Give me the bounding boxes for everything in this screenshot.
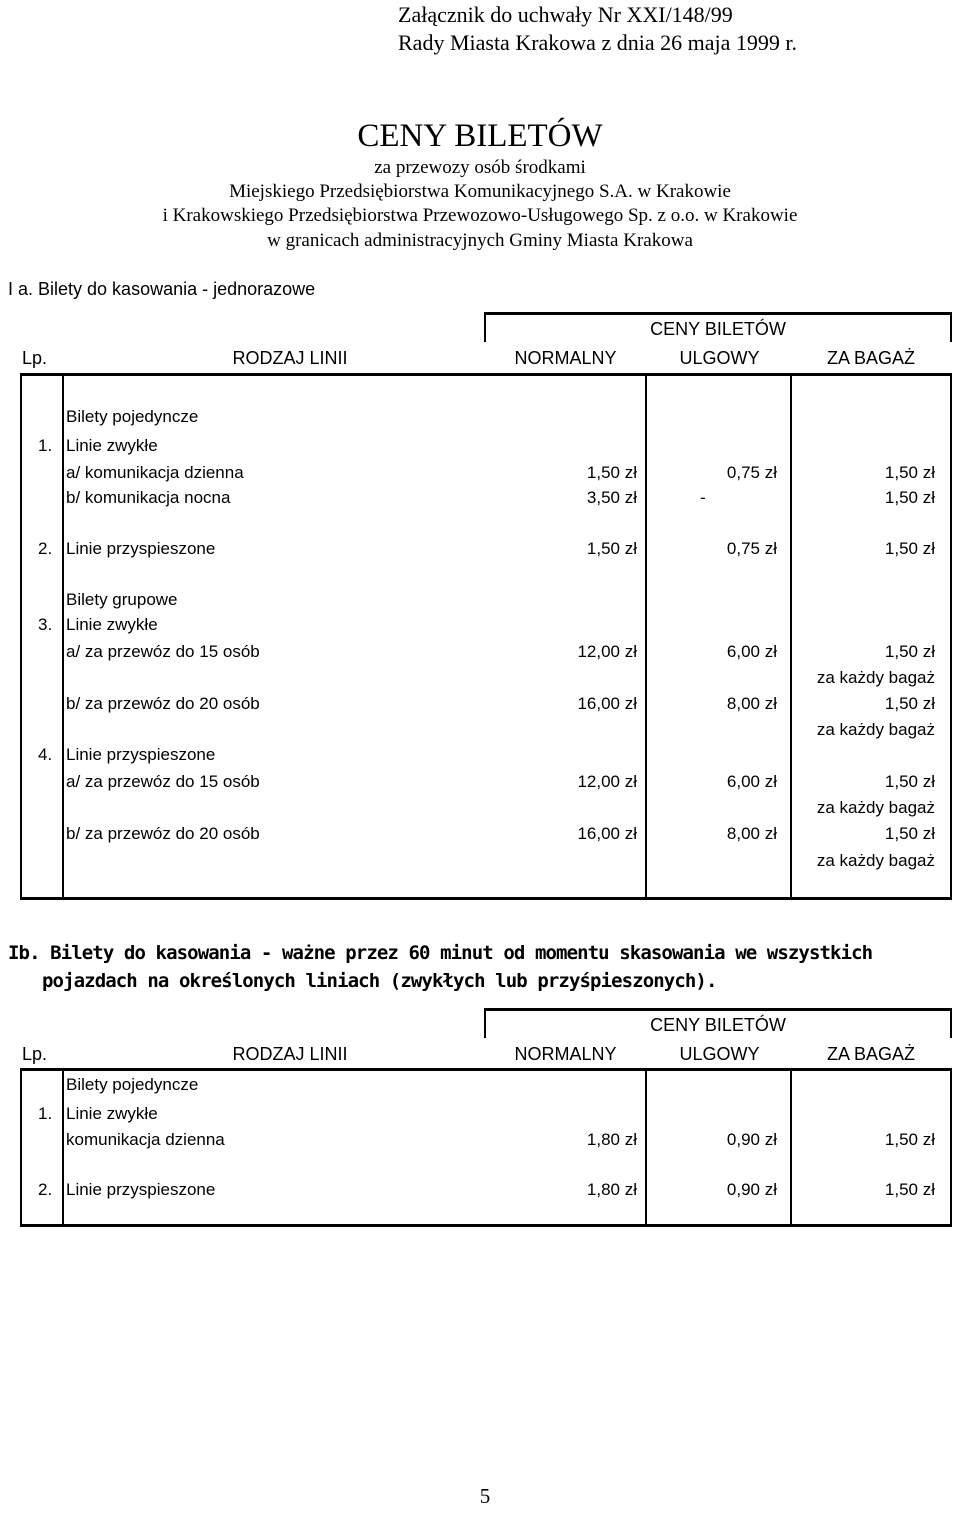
price-normalny: 16,00 zł — [577, 694, 637, 713]
header-ceny-biletow: CENY BILETÓW — [650, 319, 786, 339]
price-ulgowy: 0,75 zł — [726, 539, 777, 558]
header-za-bagaz: ZA BAGAŻ — [826, 348, 916, 368]
subtitle-line-3: i Krakowskiego Przedsiębiorstwa Przewozowo-Usługowego Sp. z o.o. w Krakowie — [162, 205, 798, 226]
header-rodzaj-linii: RODZAJ LINII — [232, 348, 348, 368]
section-b-title-line-2: pojazdach na określonych liniach (zwykłych lub przyśpieszonych). — [42, 970, 717, 992]
group-label: Bilety grupowe — [66, 590, 178, 609]
price-bagaz: 1,50 zł — [884, 463, 935, 482]
price-bagaz: 1,50 zł — [884, 824, 935, 843]
price-normalny: 1,80 zł — [586, 1130, 637, 1149]
price-bagaz: 1,50 zł — [884, 1130, 935, 1149]
subtitle-line-2: Miejskiego Przedsiębiorstwa Komunikacyjnego S.A. w Krakowie — [229, 181, 731, 202]
attachment-line-1: Załącznik do uchwały Nr XXI/148/99 — [398, 2, 733, 27]
line-type-label: Linie zwykłe — [66, 436, 158, 455]
row-number: 2. — [38, 1180, 53, 1199]
price-ulgowy: 0,90 zł — [726, 1180, 777, 1199]
price-normalny: 1,50 zł — [586, 463, 637, 482]
price-ulgowy: 8,00 zł — [726, 824, 777, 843]
row-label: a/ za przewóz do 15 osób — [66, 642, 260, 661]
header-rodzaj-linii: RODZAJ LINII — [232, 1044, 348, 1064]
header-ceny-biletow: CENY BILETÓW — [650, 1015, 786, 1035]
row-number: 2. — [38, 539, 53, 558]
document-title: CENY BILETÓW — [357, 118, 603, 154]
price-normalny: 12,00 zł — [577, 642, 637, 661]
price-bagaz: 1,50 zł — [884, 642, 935, 661]
row-label: a/ za przewóz do 15 osób — [66, 772, 260, 791]
row-label: b/ za przewóz do 20 osób — [66, 824, 260, 843]
row-label: a/ komunikacja dzienna — [66, 463, 244, 482]
attachment-line-2: Rady Miasta Krakowa z dnia 26 maja 1999 r. — [398, 30, 797, 55]
line-type-label: Linie zwykłe — [66, 615, 158, 634]
row-label: Linie przyspieszone — [66, 1180, 216, 1199]
bagaz-note: za każdy bagaż — [816, 798, 935, 817]
price-bagaz: 1,50 zł — [884, 694, 935, 713]
row-label: b/ za przewóz do 20 osób — [66, 694, 260, 713]
price-ulgowy: - — [700, 488, 706, 507]
bagaz-note: za każdy bagaż — [816, 851, 935, 870]
price-normalny: 1,80 zł — [586, 1180, 637, 1199]
header-lp: Lp. — [22, 348, 48, 368]
price-normalny: 12,00 zł — [577, 772, 637, 791]
price-ulgowy: 6,00 zł — [726, 642, 777, 661]
price-bagaz: 1,50 zł — [884, 772, 935, 791]
group-label: Bilety pojedyncze — [66, 407, 199, 426]
subtitle-line-4: w granicach administracyjnych Gminy Miasta Krakowa — [267, 230, 693, 251]
price-ulgowy: 0,90 zł — [726, 1130, 777, 1149]
header-ulgowy: ULGOWY — [679, 1044, 760, 1064]
section-a-title: I a. Bilety do kasowania - jednorazowe — [8, 279, 316, 299]
price-ulgowy: 8,00 zł — [726, 694, 777, 713]
price-bagaz: 1,50 zł — [884, 488, 935, 507]
row-number: 3. — [38, 615, 53, 634]
header-za-bagaz: ZA BAGAŻ — [826, 1044, 916, 1064]
row-label: komunikacja dzienna — [66, 1130, 225, 1149]
group-label: Bilety pojedyncze — [66, 1075, 199, 1094]
price-bagaz: 1,50 zł — [884, 539, 935, 558]
price-normalny: 1,50 zł — [586, 539, 637, 558]
row-number: 4. — [38, 745, 53, 764]
header-lp: Lp. — [22, 1044, 48, 1064]
price-normalny: 3,50 zł — [586, 488, 637, 507]
row-label: b/ komunikacja nocna — [66, 488, 231, 507]
section-b-title-line-1: Ib. Bilety do kasowania - ważne przez 60 minut od momentu skasowania we wszystkich — [8, 942, 873, 964]
row-number: 1. — [38, 1104, 53, 1123]
page-number: 5 — [479, 1484, 491, 1508]
line-type-label: Linie przyspieszone — [66, 745, 216, 764]
row-number: 1. — [38, 436, 53, 455]
line-type-label: Linie zwykłe — [66, 1104, 158, 1123]
bagaz-note: za każdy bagaż — [816, 720, 935, 739]
row-label: Linie przyspieszone — [66, 539, 216, 558]
price-bagaz: 1,50 zł — [884, 1180, 935, 1199]
header-normalny: NORMALNY — [514, 348, 617, 368]
price-ulgowy: 6,00 zł — [726, 772, 777, 791]
bagaz-note: za każdy bagaż — [816, 668, 935, 687]
price-ulgowy: 0,75 zł — [726, 463, 777, 482]
price-normalny: 16,00 zł — [577, 824, 637, 843]
header-ulgowy: ULGOWY — [679, 348, 760, 368]
subtitle-line-1: za przewozy osób środkami — [374, 157, 586, 178]
header-normalny: NORMALNY — [514, 1044, 617, 1064]
